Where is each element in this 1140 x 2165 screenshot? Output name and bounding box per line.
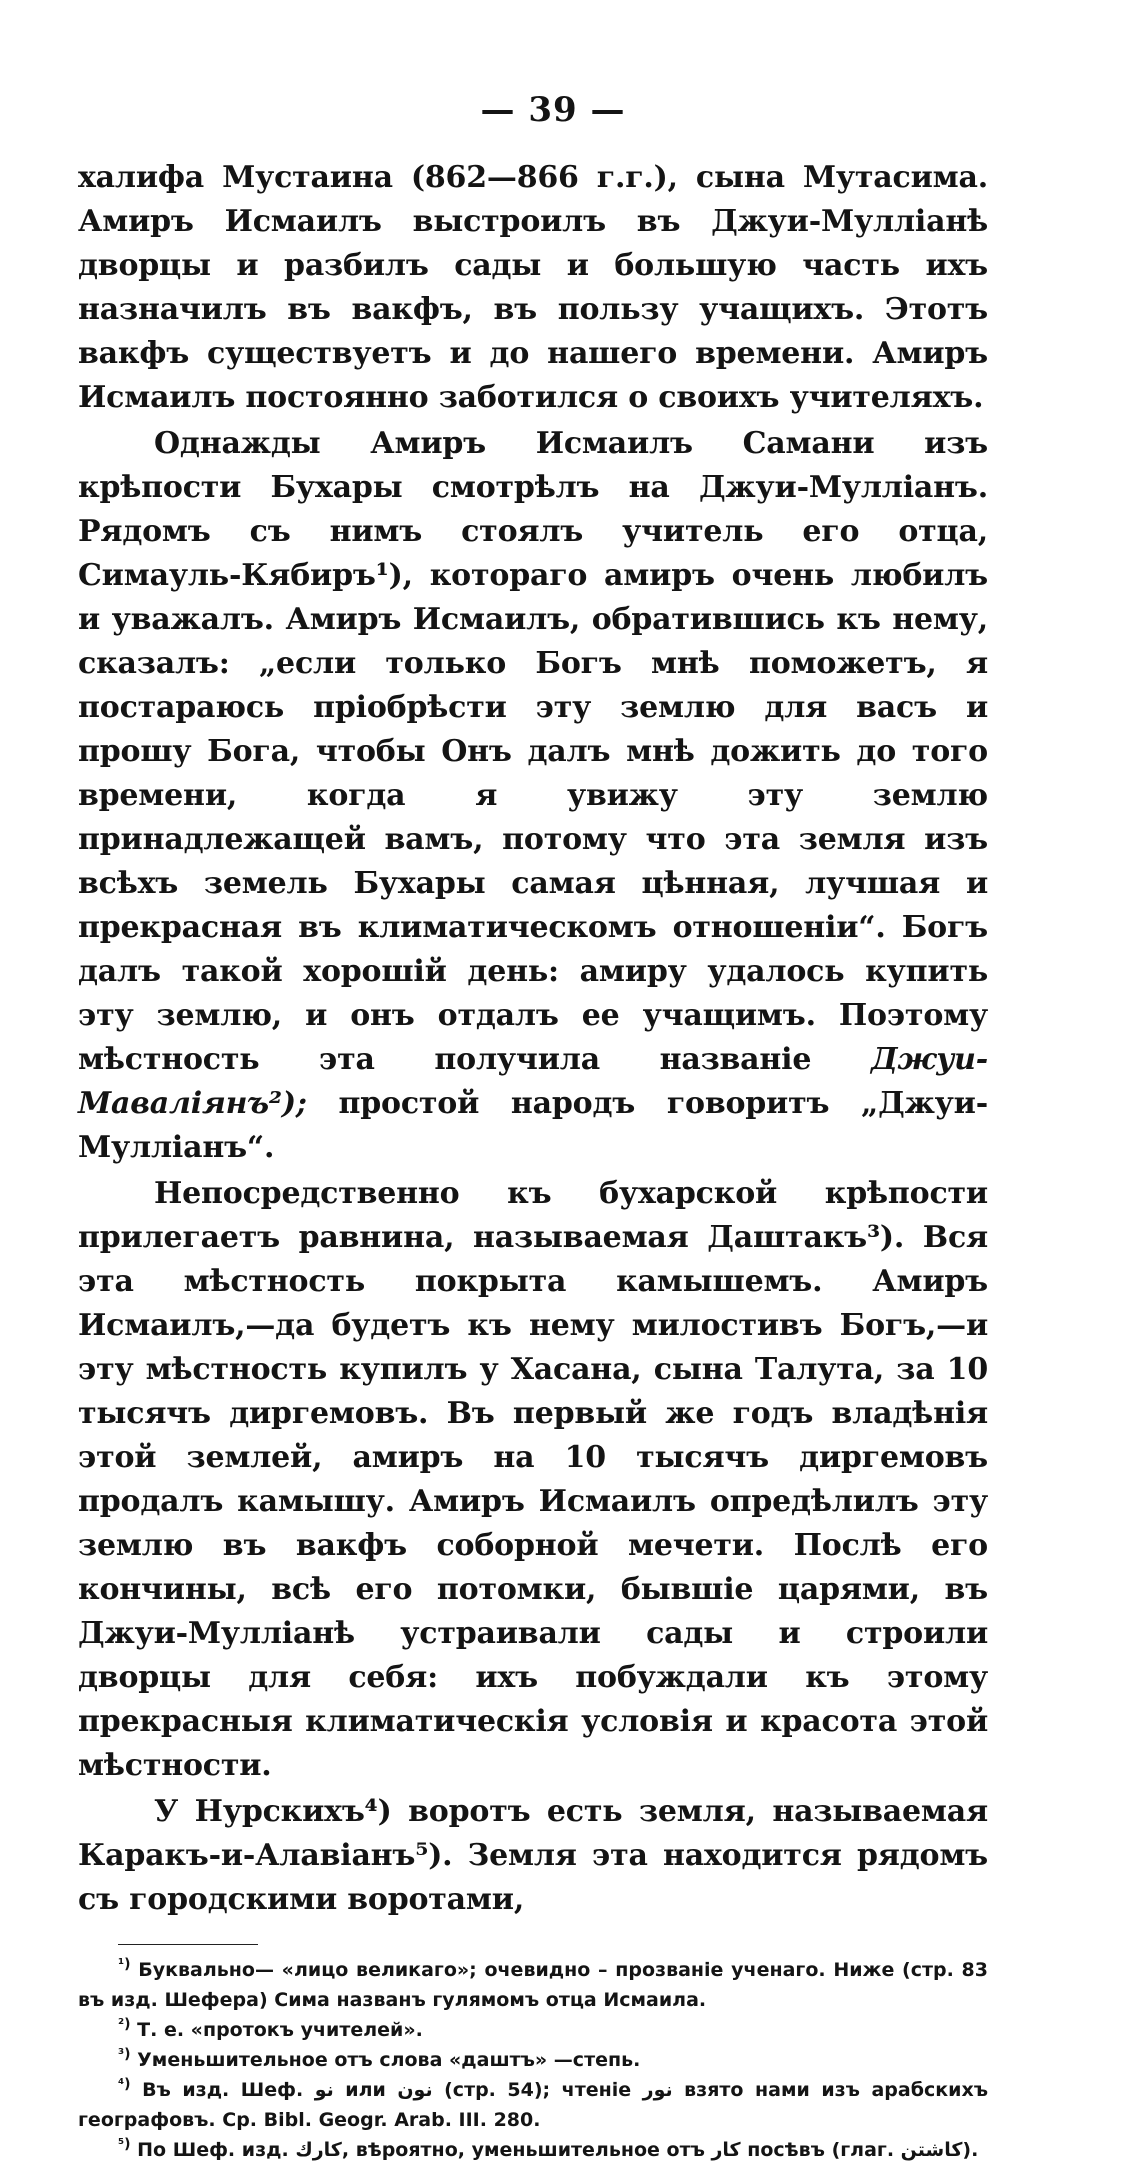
footnote-number: ³) bbox=[118, 2046, 131, 2063]
paragraph-2-italic-term: Джуи-Маваліянъ²); bbox=[78, 1042, 988, 1121]
footnote-3 bbox=[78, 2045, 988, 2075]
footnote-2 bbox=[78, 2015, 988, 2045]
footnote-text: Буквально— «лицо великаго»; очевидно – прозваніе ученаго. Ниже (стр. 83 въ изд. Шефера) Сима названъ гулямомъ отца Исмаила. bbox=[78, 1959, 988, 2011]
footnote-text: По Шеф. изд. کارك, вѣроятно, уменьшительное отъ کار посѣвъ (глаг. کاشتن). bbox=[137, 2139, 979, 2161]
footnote-number: ⁵) bbox=[118, 2136, 131, 2153]
footnote-number: ²) bbox=[118, 2016, 131, 2033]
footnote-number: ¹) bbox=[118, 1956, 131, 1973]
footnote-divider bbox=[118, 1944, 258, 1945]
page-number: — 39 — bbox=[480, 90, 626, 130]
footnote-text: Т. е. «протокъ учителей». bbox=[137, 2019, 423, 2041]
paragraph-2-text-end: простой народъ говоритъ „Джуи-Мулліанъ“. bbox=[78, 1086, 988, 1165]
footnotes bbox=[78, 1955, 988, 2165]
footnote-text: Уменьшительное отъ слова «даштъ» —степь. bbox=[137, 2049, 641, 2071]
footnote-text: Въ изд. Шеф. نو или نون (стр. 54); чтеніе نور взято нами изъ арабскихъ географовъ. Ср. Bibl. Geogr. Arab. III. 280. bbox=[78, 2079, 988, 2131]
footnote-1 bbox=[78, 1955, 988, 2015]
paragraph-4: У Нурскихъ⁴) воротъ есть земля, называемая Каракъ-и-Алавіанъ⁵). Земля эта находится рядомъ съ городскими воротами, bbox=[78, 1794, 988, 1917]
paragraph-3: Непосредственно къ бухарской крѣпости прилегаетъ равнина, называемая Даштакъ³). Вся эта мѣстность покрыта камышемъ. Амиръ Исмаилъ,—да будетъ къ нему милостивъ Богъ,—и эту мѣстность купилъ у Хасана, сына Талута, за 10 тысячъ диргемовъ. Въ первый же годъ владѣнія этой землей, амиръ на 10 тысячъ диргемовъ продалъ камышу. Амиръ Исмаилъ опредѣлилъ эту землю въ вакфъ соборной мечети. Послѣ его кончины, всѣ его потомки, бывшіе царями, въ Джуи-Мулліанѣ устраивали сады и строили дворцы для себя: ихъ побуждали къ этому прекрасныя климатическія условія и красота этой мѣстности. bbox=[78, 1176, 988, 1783]
document-page bbox=[78, 90, 988, 2165]
footnote-number: ⁴) bbox=[118, 2076, 131, 2093]
paragraph-2 bbox=[78, 422, 988, 1170]
footnote-4 bbox=[78, 2075, 988, 2135]
paragraph-1: халифа Мустаина (862—866 г.г.), сына Мутасима. Амиръ Исмаилъ выстроилъ въ Джуи-Мулліанѣ дворцы и разбилъ сады и большую часть ихъ назначилъ въ вакфъ, въ пользу учащихъ. Этотъ вакфъ существуетъ и до нашего времени. Амиръ Исмаилъ постоянно заботился о своихъ учителяхъ. bbox=[78, 160, 988, 415]
footnote-5 bbox=[78, 2135, 988, 2165]
paragraph-2-text: Однажды Амиръ Исмаилъ Самани изъ крѣпости Бухары смотрѣлъ на Джуи-Мулліанъ. Рядомъ съ нимъ стоялъ учитель его отца, Симауль-Кябиръ¹), котораго амиръ очень любилъ и уважалъ. Амиръ Исмаилъ, обратившись къ нему, сказалъ: „если только Богъ мнѣ поможетъ, я постараюсь пріобрѣсти эту землю для васъ и прошу Бога, чтобы Онъ далъ мнѣ дожить до того времени, когда я увижу эту землю принадлежащей вамъ, потому что эта земля изъ всѣхъ земель Бухары самая цѣнная, лучшая и прекрасная въ климатическомъ отношеніи“. Богъ далъ такой хорошій день: амиру удалось купить эту землю, и онъ отдалъ ее учащимъ. Поэтому мѣстность эта получила названіе bbox=[78, 426, 988, 1077]
